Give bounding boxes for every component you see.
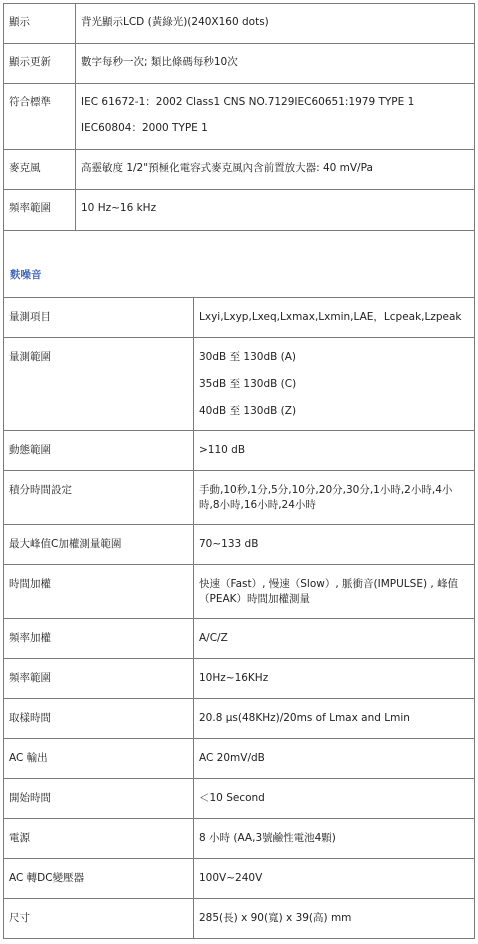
spec-label [4, 150, 76, 190]
spec-label-text: 麥克風 [9, 162, 41, 174]
spec-label-text: 最大峰值C加權測量範圍 [9, 538, 122, 550]
spec-label [4, 190, 76, 231]
spec-label-text: AC 轉DC變壓器 [9, 872, 85, 884]
spec-value [194, 471, 475, 525]
spec-label-text: 顯示 [9, 16, 30, 28]
spec-value-text: A/C/Z [199, 632, 228, 644]
spec-value [76, 84, 475, 150]
spec-table-noise [3, 297, 475, 939]
table-row [4, 190, 475, 231]
spec-value-text: 8 小時 (AA,3號鹼性電池4顆) [199, 832, 336, 844]
table-row [4, 471, 475, 525]
spec-value-text: 35dB 至 130dB (C) [199, 378, 297, 390]
spec-value-text: 快速（Fast）, 慢速（Slow）, 脈衝音(IMPULSE) , 峰值（PEAK）時間加權測量 [199, 578, 459, 605]
table-row [4, 431, 475, 471]
table-row [4, 338, 475, 431]
spec-value-text: 10Hz~16KHz [199, 672, 269, 684]
spec-value [76, 44, 475, 84]
table-row [4, 4, 475, 44]
spec-label [4, 659, 194, 699]
spec-value [194, 699, 475, 739]
spec-label [4, 899, 194, 939]
spec-value [194, 298, 475, 338]
spec-label-text: 動態範圍 [9, 444, 51, 456]
spec-label [4, 859, 194, 899]
spec-label [4, 619, 194, 659]
spec-label [4, 431, 194, 471]
spec-label-text: 尺寸 [9, 912, 30, 924]
spec-value-text: Lxyi,Lxyp,Lxeq,Lxmax,Lxmin,LAE，Lcpeak,Lzpeak [199, 311, 462, 323]
spec-value-text: IEC60804：2000 TYPE 1 [81, 122, 208, 134]
table-row [4, 150, 475, 190]
spec-value-text: 20.8 μs(48KHz)/20ms of Lmax and Lmin [199, 712, 410, 724]
table-row [4, 84, 475, 150]
spec-label [4, 525, 194, 565]
spec-value-text: >110 dB [199, 444, 246, 456]
table-row [4, 525, 475, 565]
spec-value [76, 150, 475, 190]
spec-value-text: 高靈敏度 1/2"預極化電容式麥克風內含前置放大器: 40 mV/Pa [81, 162, 373, 174]
spec-label-text: 積分時間設定 [9, 484, 72, 496]
spec-label [4, 739, 194, 779]
spec-value [194, 565, 475, 619]
spec-label-text: 取樣時間 [9, 712, 51, 724]
spec-label-text: 符合標準 [9, 96, 51, 108]
spec-label [4, 4, 76, 44]
spec-value-text: IEC 61672-1：2002 Class1 CNS NO.7129IEC60651:1979 TYPE 1 [81, 96, 415, 108]
spec-label [4, 779, 194, 819]
spec-value-text: 30dB 至 130dB (A) [199, 351, 297, 363]
spec-label [4, 819, 194, 859]
spec-label-text: AC 輸出 [9, 752, 48, 764]
table-row [4, 659, 475, 699]
spec-table-general [3, 3, 475, 231]
spec-value-text: 285(長) x 90(寬) x 39(高) mm [199, 912, 352, 924]
spec-label [4, 565, 194, 619]
spec-label-text: 時間加權 [9, 578, 51, 590]
spec-label [4, 84, 76, 150]
spec-value [194, 525, 475, 565]
spec-value [194, 659, 475, 699]
spec-label-text: 顯示更新 [9, 56, 51, 68]
spec-label-text: 電源 [9, 832, 30, 844]
table-row [4, 298, 475, 338]
spec-label [4, 471, 194, 525]
spec-value [194, 899, 475, 939]
section-header [3, 230, 475, 297]
spec-label-text: 頻率範圍 [9, 202, 51, 214]
table-row [4, 739, 475, 779]
spec-value [76, 190, 475, 231]
spec-label [4, 298, 194, 338]
spec-value-text: 數字每秒一次; 類比條碼每秒10次 [81, 56, 238, 68]
table-row [4, 565, 475, 619]
spec-value-text: 手動,10秒,1分,5分,10分,20分,30分,1小時,2小時,4小時,8小時,16小時,24小時 [199, 484, 453, 511]
spec-label [4, 44, 76, 84]
table-row [4, 779, 475, 819]
spec-value-text: 40dB 至 130dB (Z) [199, 405, 297, 417]
spec-value-text: 10 Hz~16 kHz [81, 202, 157, 214]
spec-label-text: 量測項目 [9, 311, 51, 323]
spec-label [4, 699, 194, 739]
spec-value [194, 739, 475, 779]
spec-value [194, 619, 475, 659]
spec-label-text: 頻率加權 [9, 632, 51, 644]
spec-label-text: 量測範圍 [9, 351, 51, 363]
spec-value-text: 70~133 dB [199, 538, 259, 550]
spec-label-text: 開始時間 [9, 792, 51, 804]
spec-value-text: ＜10 Second [199, 792, 265, 804]
table-row [4, 619, 475, 659]
spec-value-text: 背光顯示LCD (黃綠光)(240X160 dots) [81, 16, 269, 28]
spec-value [194, 779, 475, 819]
spec-value [194, 859, 475, 899]
spec-value [194, 338, 475, 431]
spec-value [76, 4, 475, 44]
spec-label [4, 338, 194, 431]
table-row [4, 819, 475, 859]
spec-value-text: AC 20mV/dB [199, 752, 265, 764]
table-row [4, 859, 475, 899]
spec-label-text: 頻率範圍 [9, 672, 51, 684]
spec-value-text: 100V~240V [199, 872, 263, 884]
table-row [4, 44, 475, 84]
section-title: 麩噪音 [10, 269, 42, 281]
spec-value [194, 431, 475, 471]
table-row [4, 899, 475, 939]
table-row [4, 699, 475, 739]
spec-value [194, 819, 475, 859]
